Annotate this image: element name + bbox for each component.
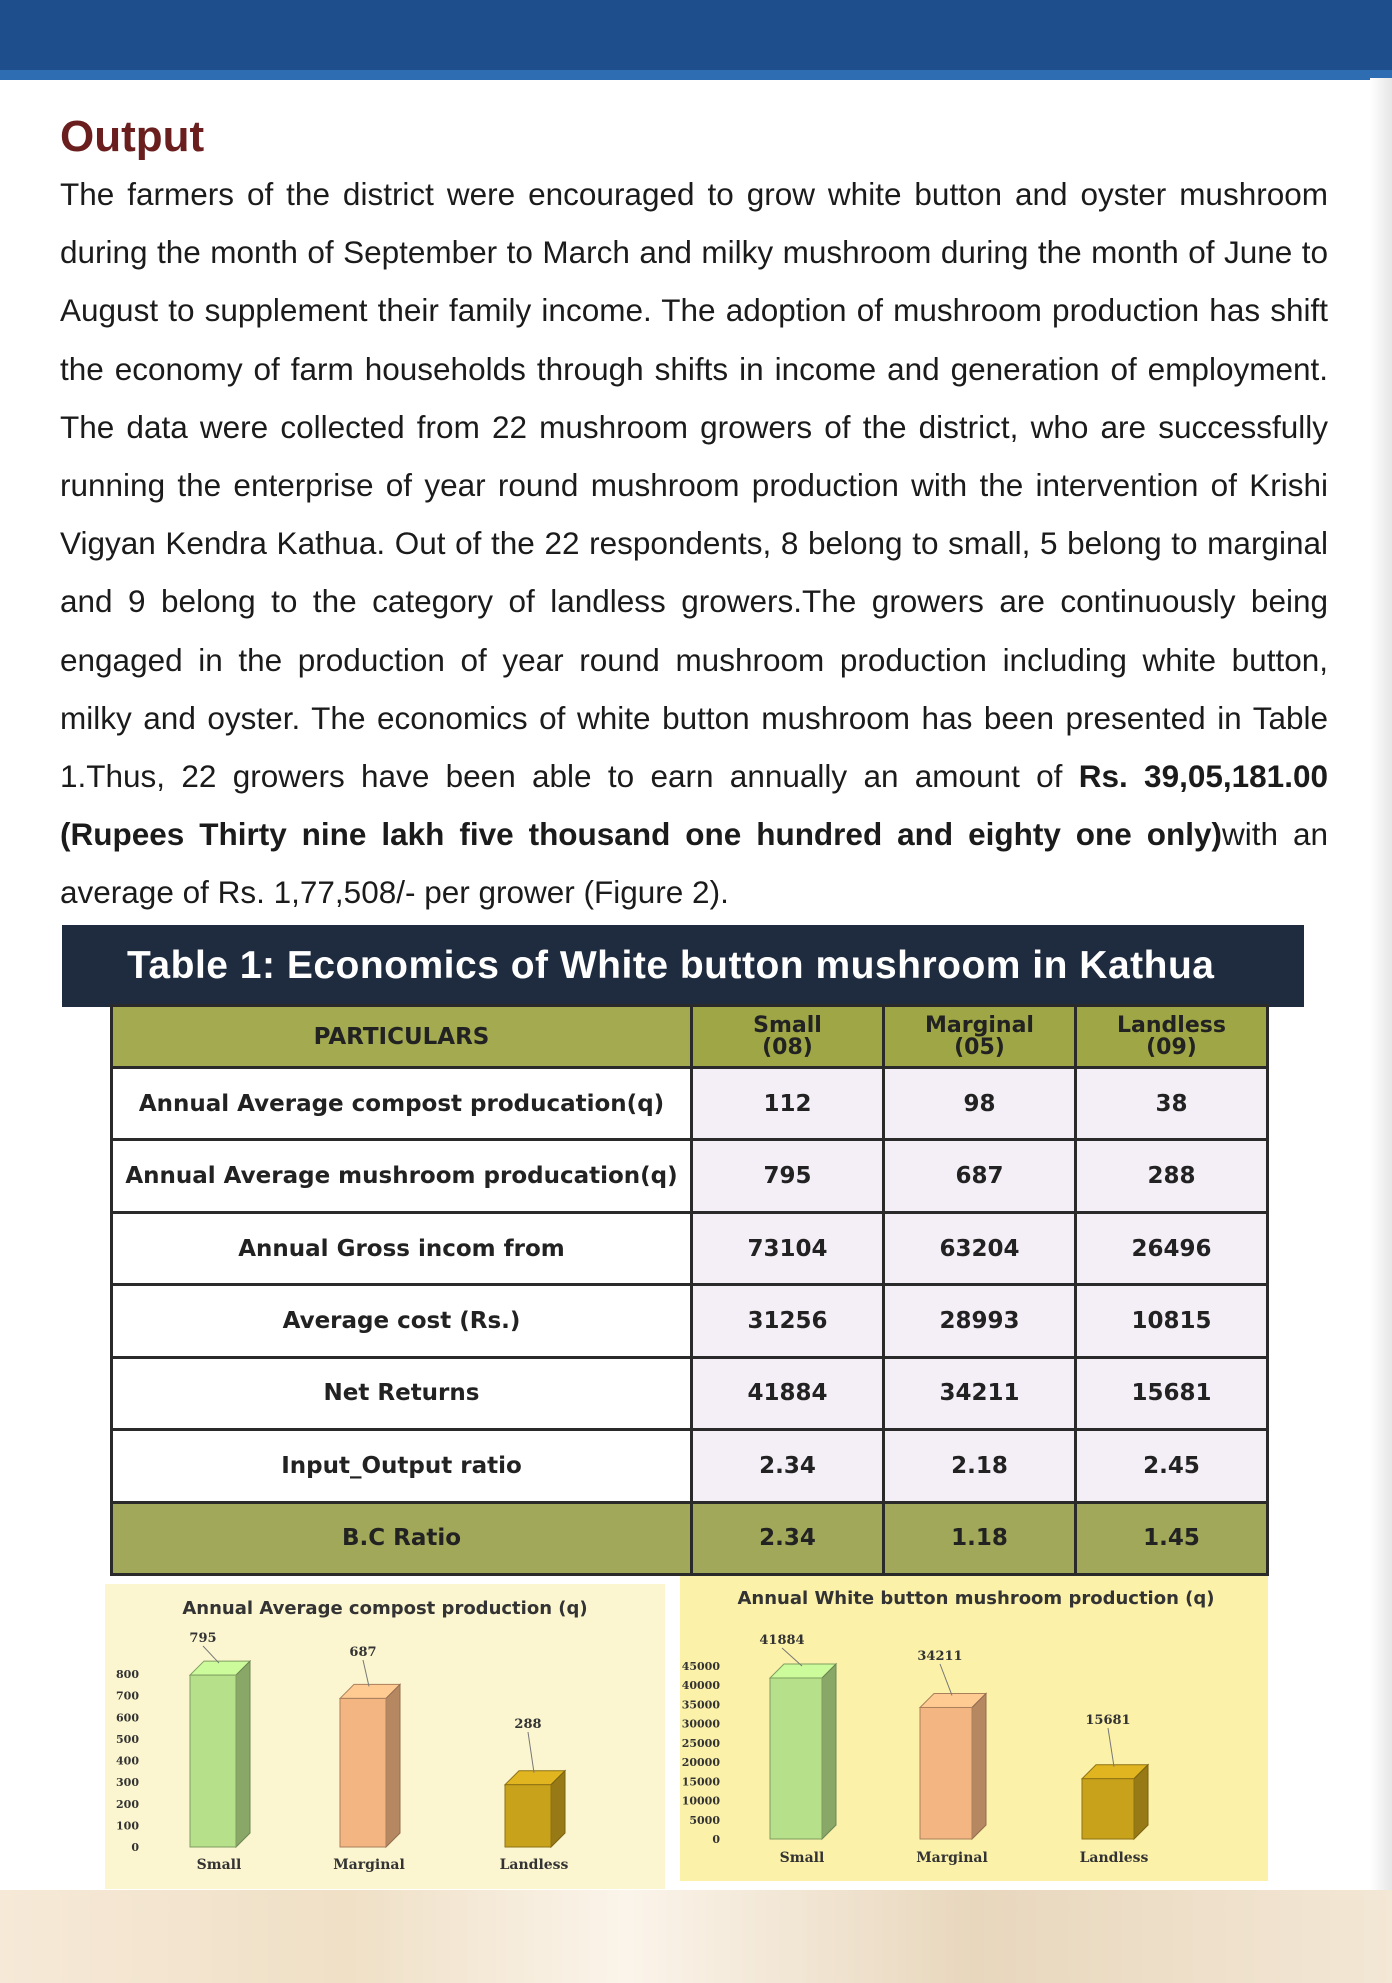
bar-front-face: [505, 1785, 551, 1847]
cell-marginal: 63204: [884, 1212, 1076, 1284]
data-label: 687: [349, 1645, 377, 1660]
header-particulars: PARTICULARS: [112, 1006, 692, 1068]
header-marginal-count: (05): [954, 1034, 1005, 1060]
bar-front-face: [190, 1675, 236, 1847]
header-marginal: [884, 1006, 1076, 1068]
bar-side-face: [822, 1664, 836, 1839]
data-label: 795: [189, 1631, 217, 1646]
section-heading: Output: [60, 112, 205, 161]
cell-small: 73104: [692, 1212, 884, 1284]
cell-landless: 2.45: [1076, 1430, 1268, 1502]
cell-landless: 10815: [1076, 1285, 1268, 1357]
data-label-leader: [940, 1664, 952, 1695]
cell-landless: 288: [1076, 1140, 1268, 1212]
cell-marginal: 687: [884, 1140, 1076, 1212]
data-label-leader: [1108, 1728, 1114, 1767]
cell-small: 31256: [692, 1285, 884, 1357]
page-edge-shadow: [1370, 78, 1392, 1983]
cell-small: 2.34: [692, 1502, 884, 1574]
table-title: Table 1: Economics of White button mushroom in Kathua: [62, 925, 1304, 1007]
row-label: Average cost (Rs.): [112, 1285, 692, 1357]
y-tick-label: 30000: [681, 1717, 720, 1731]
bar-marginal: [920, 1693, 986, 1839]
y-tick-label: 45000: [681, 1660, 720, 1673]
table-row: [112, 1212, 1268, 1284]
y-tick-label: 100: [116, 1819, 139, 1833]
paragraph-text: The farmers of the district were encouraged to grow white button and oyster mushroom during the month of September to March and milky mushroom during the month of June to August to supplement their family income. The adoption of mushroom production has shift the economy of farm households through shifts in income and generation of employment. The data were collected from 22 mushroom growers of the district, who are successfully running the enterprise of year round mushroom production with the intervention of Krishi Vigyan Kendra Kathua. Out of the 22 respondents, 8 belong to small, 5 belong to marginal and 9 belong to the category of landless growers.The growers are continuously being engaged in the production of year round mushroom production including white button, milky and oyster. The economics of white button mushroom has been presented in Table 1.Thus, 22 growers have been able to earn annually an amount of: [60, 176, 1328, 795]
cell-small: 41884: [692, 1357, 884, 1429]
chart-title: Annual White button mushroom production (q): [737, 1588, 1215, 1609]
compost-chart-panel: [105, 1584, 665, 1889]
x-category-label: Small: [196, 1857, 242, 1873]
y-tick-label: 300: [116, 1776, 139, 1790]
bar-small: [190, 1661, 250, 1847]
header-landless: [1076, 1006, 1268, 1068]
data-label: 41884: [759, 1633, 805, 1648]
table-header-row: [112, 1006, 1268, 1068]
bar-small: [770, 1664, 836, 1839]
table-row: [112, 1140, 1268, 1212]
cell-marginal: 2.18: [884, 1430, 1076, 1502]
paragraph-tail: with an average of Rs. 1,77,508/- per grower (Figure 2).: [60, 816, 1329, 911]
row-label: Input_Output ratio: [112, 1430, 692, 1502]
x-category-label: Landless: [499, 1857, 569, 1873]
row-label: B.C Ratio: [112, 1502, 692, 1574]
row-label: Annual Gross incom from: [112, 1212, 692, 1284]
cell-landless: 26496: [1076, 1212, 1268, 1284]
data-label-leader: [782, 1648, 802, 1666]
table-row: [112, 1357, 1268, 1429]
cell-landless: 15681: [1076, 1357, 1268, 1429]
x-category-label: Landless: [1079, 1850, 1149, 1866]
bar-side-face: [972, 1693, 986, 1839]
y-tick-label: 0: [131, 1841, 139, 1854]
cell-landless: 38: [1076, 1068, 1268, 1140]
header-small-name: Small: [753, 1012, 822, 1038]
table-row: [112, 1285, 1268, 1357]
mushroom-chart: [680, 1576, 1268, 1881]
cell-small: 112: [692, 1068, 884, 1140]
x-category-label: Marginal: [333, 1857, 405, 1873]
cell-marginal: 98: [884, 1068, 1076, 1140]
y-tick-label: 0: [712, 1833, 720, 1846]
compost-chart: [105, 1584, 665, 1889]
y-tick-label: 700: [116, 1689, 139, 1703]
bar-side-face: [236, 1661, 250, 1847]
bar-landless: [1082, 1765, 1148, 1839]
body-paragraph: [60, 165, 1328, 922]
bar-landless: [505, 1771, 565, 1847]
data-label-leader: [528, 1732, 534, 1773]
cell-marginal: 28993: [884, 1285, 1076, 1357]
y-tick-label: 25000: [681, 1736, 720, 1750]
y-tick-label: 20000: [681, 1756, 720, 1770]
top-band-strip: [0, 70, 1392, 80]
top-color-band: [0, 0, 1392, 78]
mushroom-chart-panel: [680, 1576, 1268, 1881]
table-row: [112, 1068, 1268, 1140]
bar-side-face: [551, 1771, 565, 1847]
y-tick-label: 400: [116, 1754, 139, 1768]
data-label-leader: [363, 1660, 369, 1686]
cell-small: 795: [692, 1140, 884, 1212]
bar-front-face: [1082, 1779, 1134, 1839]
row-label: Annual Average mushroom producation(q): [112, 1140, 692, 1212]
bar-front-face: [340, 1698, 386, 1847]
x-category-label: Marginal: [916, 1850, 988, 1866]
cell-marginal: 34211: [884, 1357, 1076, 1429]
cell-marginal: 1.18: [884, 1502, 1076, 1574]
x-category-label: Small: [779, 1850, 825, 1866]
cell-small: 2.34: [692, 1430, 884, 1502]
chart-title: Annual Average compost production (q): [182, 1598, 588, 1619]
header-landless-count: (09): [1146, 1034, 1197, 1060]
y-tick-label: 5000: [689, 1813, 720, 1827]
row-label: Annual Average compost producation(q): [112, 1068, 692, 1140]
y-tick-label: 35000: [681, 1698, 720, 1712]
cell-landless: 1.45: [1076, 1502, 1268, 1574]
y-tick-label: 800: [116, 1668, 139, 1681]
bar-front-face: [770, 1678, 822, 1839]
bar-front-face: [920, 1707, 972, 1839]
header-small-count: (08): [762, 1034, 813, 1060]
bar-marginal: [340, 1684, 400, 1847]
mushroom-photo-strip: [0, 1890, 1392, 1983]
header-landless-name: Landless: [1117, 1012, 1226, 1038]
bar-side-face: [386, 1684, 400, 1847]
data-label: 288: [514, 1717, 542, 1732]
data-label: 15681: [1085, 1713, 1131, 1728]
y-tick-label: 200: [116, 1797, 139, 1811]
y-tick-label: 500: [116, 1732, 139, 1746]
y-tick-label: 40000: [681, 1679, 720, 1693]
row-label: Net Returns: [112, 1357, 692, 1429]
economics-table: [110, 1004, 1269, 1576]
header-small: [692, 1006, 884, 1068]
paragraph-bold-amount: Rs. 39,05,181.00 (Rupees Thirty nine lakh five thousand one hundred and eighty one only): [60, 758, 1328, 853]
data-label: 34211: [917, 1649, 963, 1664]
y-tick-label: 600: [116, 1711, 139, 1725]
data-label-leader: [203, 1646, 219, 1663]
header-marginal-name: Marginal: [925, 1012, 1034, 1038]
table-row-bc-ratio: [112, 1502, 1268, 1574]
y-tick-label: 10000: [681, 1794, 720, 1808]
y-tick-label: 15000: [681, 1775, 720, 1789]
table-row: [112, 1430, 1268, 1502]
